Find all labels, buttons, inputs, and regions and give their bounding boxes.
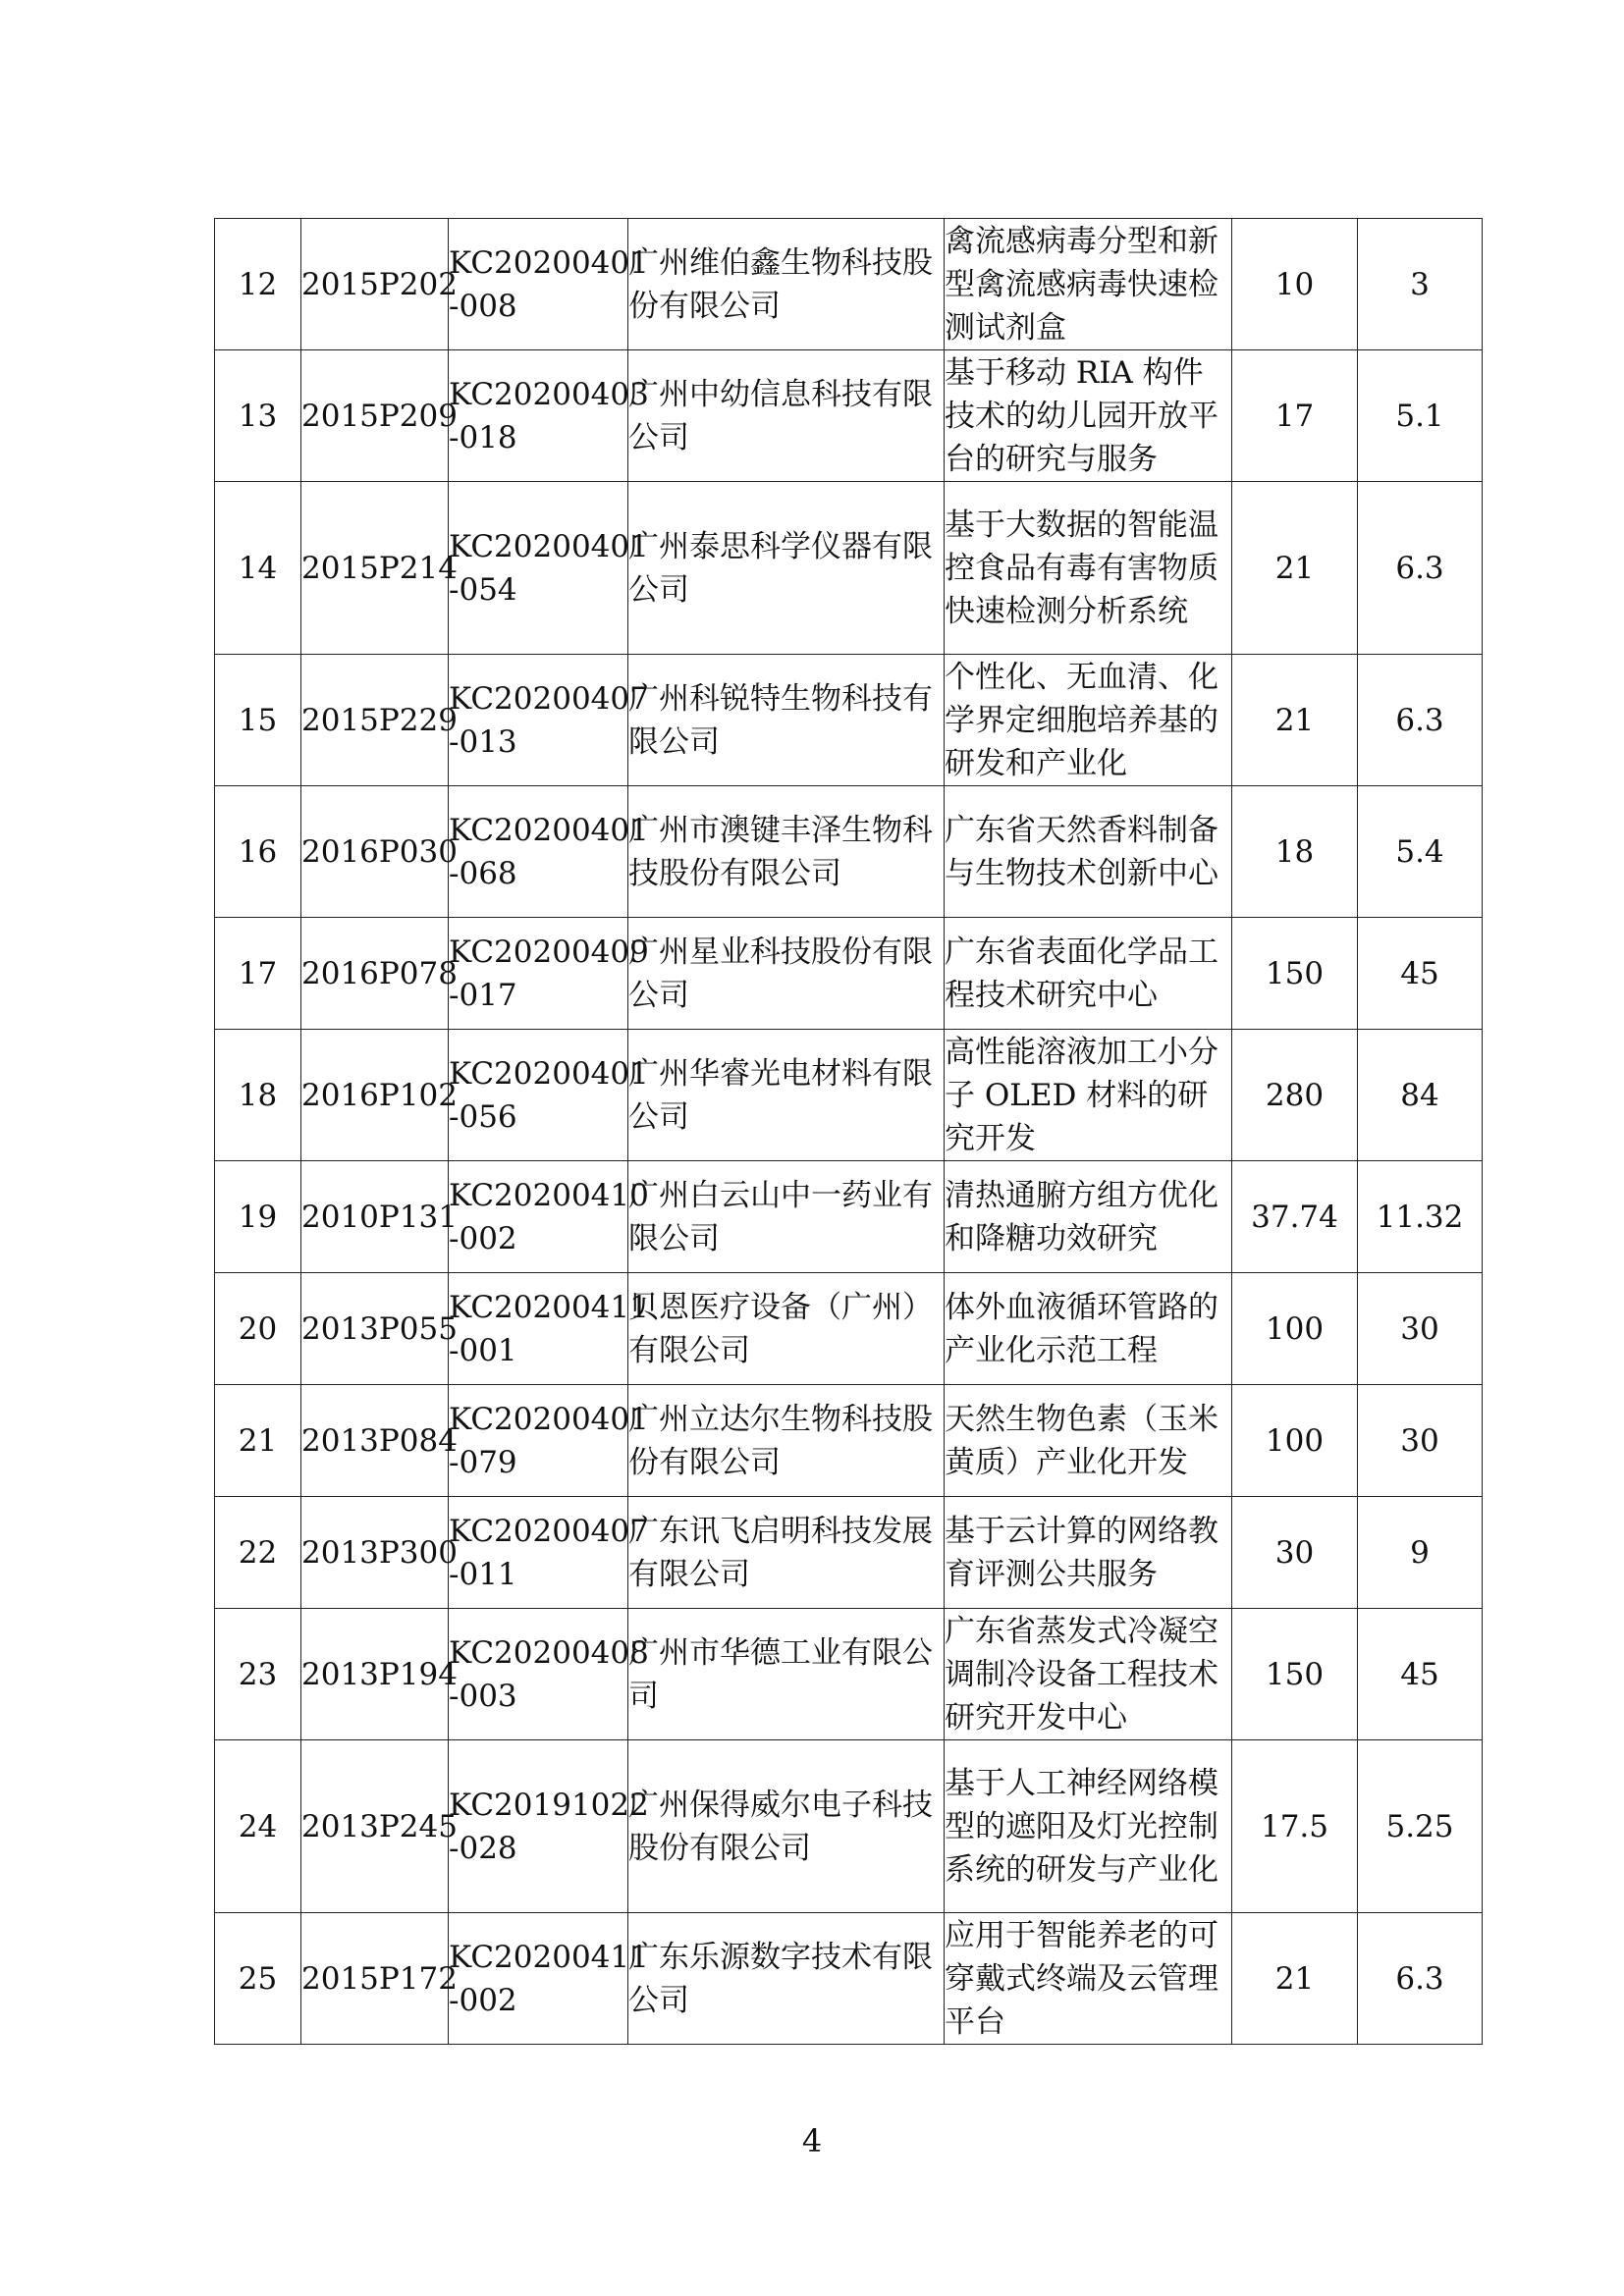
company-name-cell: 广州保得威尔电子科技股份有限公司 xyxy=(628,1740,945,1913)
table-row xyxy=(215,1385,1483,1497)
table-row xyxy=(215,918,1483,1030)
table-row xyxy=(215,655,1483,786)
project-code-cell: 2015P214 xyxy=(301,482,449,655)
registration-number-cell xyxy=(449,482,649,655)
project-name-cell: 高性能溶液加工小分子 OLED 材料的研究开发 xyxy=(945,1030,1232,1161)
registration-number-cell xyxy=(449,1913,649,2045)
recovery-amount-cell: 45 xyxy=(1358,1609,1483,1740)
row-number-cell: 15 xyxy=(215,655,301,786)
project-code-cell: 2013P055 xyxy=(301,1273,449,1385)
project-code-cell: 2013P300 xyxy=(301,1497,449,1609)
project-code-cell: 2015P202 xyxy=(301,219,449,350)
table-row xyxy=(215,786,1483,918)
table-row xyxy=(215,1497,1483,1609)
registration-number-line: KC20200410 xyxy=(449,1177,649,1213)
registration-number-line: KC20200411 xyxy=(449,1939,649,1975)
registration-number-cell xyxy=(449,1609,649,1740)
project-name-cell: 应用于智能养老的可穿戴式终端及云管理平台 xyxy=(945,1913,1232,2045)
page-number: 4 xyxy=(801,2122,823,2160)
registration-number-suffix: -003 xyxy=(449,1678,517,1714)
registration-number-line: KC20200403 xyxy=(449,376,649,412)
funding-amount-cell: 10 xyxy=(1232,219,1358,350)
registration-number-suffix: -002 xyxy=(449,1982,517,2018)
row-number-cell: 25 xyxy=(215,1913,301,2045)
registration-number-cell xyxy=(449,1385,649,1497)
registration-number-suffix: -002 xyxy=(449,1220,517,1256)
recovery-amount-cell: 9 xyxy=(1358,1497,1483,1609)
registration-number-line: KC20200409 xyxy=(449,934,649,970)
registration-number-line: KC20200401 xyxy=(449,1055,649,1092)
project-code-cell: 2013P194 xyxy=(301,1609,449,1740)
project-name-cell: 基于移动 RIA 构件技术的幼儿园开放平台的研究与服务 xyxy=(945,350,1232,482)
registration-number-suffix: -017 xyxy=(449,977,517,1013)
company-name-cell: 广州星业科技股份有限公司 xyxy=(628,918,945,1030)
company-name-cell: 广州维伯鑫生物科技股份有限公司 xyxy=(628,219,945,350)
funding-amount-cell: 100 xyxy=(1232,1385,1358,1497)
table-row xyxy=(215,482,1483,655)
company-name-cell: 广州白云山中一药业有限公司 xyxy=(628,1161,945,1273)
funding-amount-cell: 150 xyxy=(1232,1609,1358,1740)
registration-number-suffix: -013 xyxy=(449,723,517,760)
registration-number-line: KC20200407 xyxy=(449,1513,649,1549)
project-table xyxy=(214,218,1483,2045)
table-row xyxy=(215,1609,1483,1740)
project-name-cell: 基于大数据的智能温控食品有毒有害物质快速检测分析系统 xyxy=(945,482,1232,655)
table-body xyxy=(215,219,1483,2045)
row-number-cell: 17 xyxy=(215,918,301,1030)
row-number-cell: 18 xyxy=(215,1030,301,1161)
project-name-cell: 广东省蒸发式冷凝空调制冷设备工程技术研究开发中心 xyxy=(945,1609,1232,1740)
recovery-amount-cell: 45 xyxy=(1358,918,1483,1030)
recovery-amount-cell: 6.3 xyxy=(1358,1913,1483,2045)
project-name-cell: 个性化、无血清、化学界定细胞培养基的研发和产业化 xyxy=(945,655,1232,786)
project-name-cell: 广东省天然香料制备与生物技术创新中心 xyxy=(945,786,1232,918)
row-number-cell: 16 xyxy=(215,786,301,918)
row-number-cell: 13 xyxy=(215,350,301,482)
project-code-cell: 2010P131 xyxy=(301,1161,449,1273)
funding-amount-cell: 21 xyxy=(1232,655,1358,786)
registration-number-line: KC20200401 xyxy=(449,1401,649,1437)
company-name-cell: 广州中幼信息科技有限公司 xyxy=(628,350,945,482)
registration-number-cell xyxy=(449,655,649,786)
table-row xyxy=(215,1161,1483,1273)
project-name-cell: 体外血液循环管路的产业化示范工程 xyxy=(945,1273,1232,1385)
table-row xyxy=(215,1913,1483,2045)
recovery-amount-cell: 5.25 xyxy=(1358,1740,1483,1913)
registration-number-cell xyxy=(449,1740,649,1913)
funding-amount-cell: 21 xyxy=(1232,1913,1358,2045)
company-name-cell: 广州市澳键丰泽生物科技股份有限公司 xyxy=(628,786,945,918)
recovery-amount-cell: 3 xyxy=(1358,219,1483,350)
registration-number-suffix: -001 xyxy=(449,1332,517,1368)
registration-number-suffix: -068 xyxy=(449,855,517,891)
registration-number-suffix: -011 xyxy=(449,1556,517,1592)
registration-number-suffix: -008 xyxy=(449,288,517,324)
registration-number-cell xyxy=(449,786,649,918)
row-number-cell: 22 xyxy=(215,1497,301,1609)
registration-number-suffix: -056 xyxy=(449,1098,517,1135)
company-name-cell: 广州泰思科学仪器有限公司 xyxy=(628,482,945,655)
funding-amount-cell: 150 xyxy=(1232,918,1358,1030)
registration-number-line: KC20200407 xyxy=(449,680,649,717)
registration-number-suffix: -028 xyxy=(449,1830,517,1866)
project-name-cell: 禽流感病毒分型和新型禽流感病毒快速检测试剂盒 xyxy=(945,219,1232,350)
funding-amount-cell: 280 xyxy=(1232,1030,1358,1161)
table-row xyxy=(215,219,1483,350)
registration-number-line: KC20200408 xyxy=(449,1634,649,1671)
row-number-cell: 12 xyxy=(215,219,301,350)
registration-number-cell xyxy=(449,1497,649,1609)
project-code-cell: 2016P030 xyxy=(301,786,449,918)
table-row xyxy=(215,1030,1483,1161)
funding-amount-cell: 17 xyxy=(1232,350,1358,482)
table-row xyxy=(215,350,1483,482)
company-name-cell: 广州立达尔生物科技股份有限公司 xyxy=(628,1385,945,1497)
project-code-cell: 2015P172 xyxy=(301,1913,449,2045)
row-number-cell: 24 xyxy=(215,1740,301,1913)
registration-number-cell xyxy=(449,219,649,350)
project-code-cell: 2016P078 xyxy=(301,918,449,1030)
recovery-amount-cell: 6.3 xyxy=(1358,655,1483,786)
recovery-amount-cell: 11.32 xyxy=(1358,1161,1483,1273)
registration-number-line: KC20200411 xyxy=(449,1289,649,1325)
registration-number-suffix: -079 xyxy=(449,1444,517,1480)
registration-number-suffix: -054 xyxy=(449,571,517,608)
recovery-amount-cell: 84 xyxy=(1358,1030,1483,1161)
project-code-cell: 2016P102 xyxy=(301,1030,449,1161)
company-name-cell: 贝恩医疗设备（广州）有限公司 xyxy=(628,1273,945,1385)
row-number-cell: 14 xyxy=(215,482,301,655)
recovery-amount-cell: 6.3 xyxy=(1358,482,1483,655)
registration-number-line: KC20200401 xyxy=(449,528,649,564)
row-number-cell: 19 xyxy=(215,1161,301,1273)
company-name-cell: 广州市华德工业有限公司 xyxy=(628,1609,945,1740)
recovery-amount-cell: 30 xyxy=(1358,1385,1483,1497)
funding-amount-cell: 100 xyxy=(1232,1273,1358,1385)
company-name-cell: 广州华睿光电材料有限公司 xyxy=(628,1030,945,1161)
table-row xyxy=(215,1273,1483,1385)
project-name-cell: 基于云计算的网络教育评测公共服务 xyxy=(945,1497,1232,1609)
funding-amount-cell: 18 xyxy=(1232,786,1358,918)
recovery-amount-cell: 30 xyxy=(1358,1273,1483,1385)
funding-amount-cell: 17.5 xyxy=(1232,1740,1358,1913)
funding-amount-cell: 37.74 xyxy=(1232,1161,1358,1273)
project-name-cell: 广东省表面化学品工程技术研究中心 xyxy=(945,918,1232,1030)
funding-amount-cell: 30 xyxy=(1232,1497,1358,1609)
company-name-cell: 广东讯飞启明科技发展有限公司 xyxy=(628,1497,945,1609)
registration-number-cell xyxy=(449,918,649,1030)
table-row xyxy=(215,1740,1483,1913)
project-name-cell: 清热通腑方组方优化和降糖功效研究 xyxy=(945,1161,1232,1273)
project-code-cell: 2013P245 xyxy=(301,1740,449,1913)
registration-number-line: KC20191022 xyxy=(449,1787,649,1823)
registration-number-cell xyxy=(449,350,649,482)
row-number-cell: 20 xyxy=(215,1273,301,1385)
funding-amount-cell: 21 xyxy=(1232,482,1358,655)
registration-number-suffix: -018 xyxy=(449,419,517,455)
row-number-cell: 23 xyxy=(215,1609,301,1740)
row-number-cell: 21 xyxy=(215,1385,301,1497)
registration-number-line: KC20200401 xyxy=(449,244,649,281)
project-code-cell: 2015P209 xyxy=(301,350,449,482)
registration-number-cell xyxy=(449,1030,649,1161)
project-code-cell: 2015P229 xyxy=(301,655,449,786)
company-name-cell: 广州科锐特生物科技有限公司 xyxy=(628,655,945,786)
project-name-cell: 天然生物色素（玉米黄质）产业化开发 xyxy=(945,1385,1232,1497)
recovery-amount-cell: 5.1 xyxy=(1358,350,1483,482)
project-code-cell: 2013P084 xyxy=(301,1385,449,1497)
recovery-amount-cell: 5.4 xyxy=(1358,786,1483,918)
registration-number-cell xyxy=(449,1161,649,1273)
company-name-cell: 广东乐源数字技术有限公司 xyxy=(628,1913,945,2045)
registration-number-cell xyxy=(449,1273,649,1385)
registration-number-line: KC20200401 xyxy=(449,812,649,848)
project-name-cell: 基于人工神经网络模型的遮阳及灯光控制系统的研发与产业化 xyxy=(945,1740,1232,1913)
